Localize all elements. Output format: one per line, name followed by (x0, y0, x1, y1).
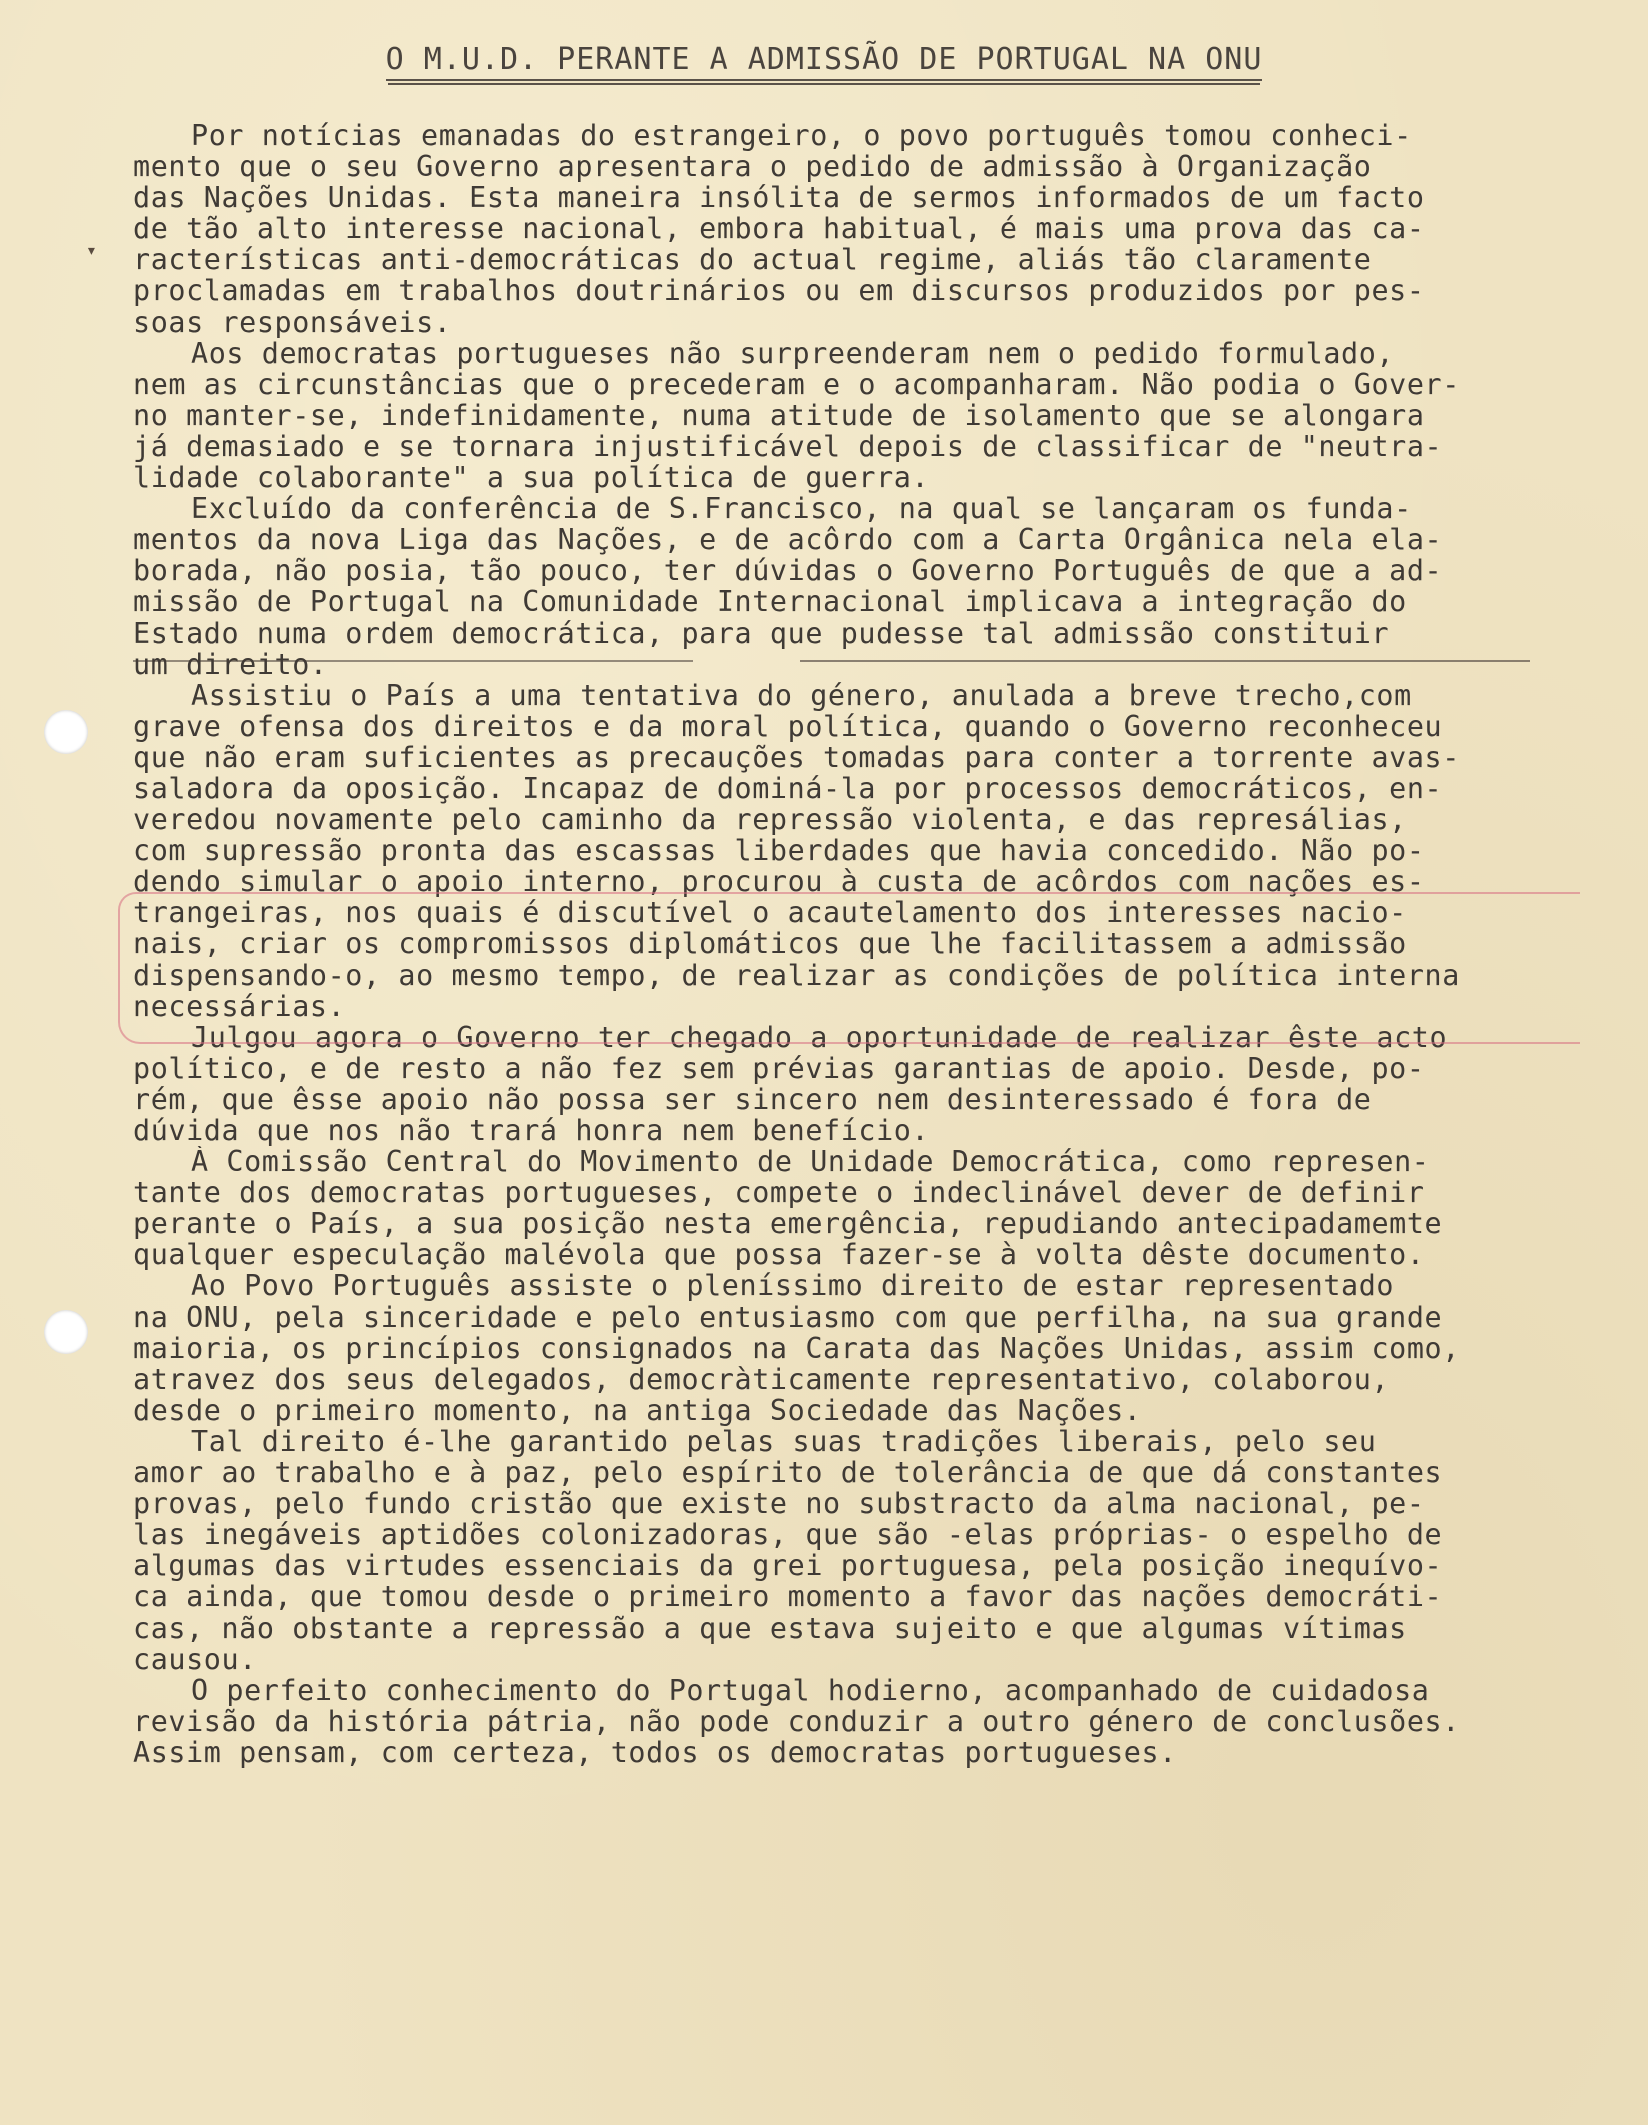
pencil-underline (800, 660, 1530, 662)
text-line: que não eram suficientes as precauções tomadas para conter a torrente avas- (133, 741, 1460, 773)
text-line: soas responsáveis. (133, 306, 452, 338)
document-title (0, 42, 1648, 77)
text-line: las inegáveis aptidões colonizadoras, que são -elas próprias- o espelho de (133, 1519, 1443, 1551)
text-line: Tal direito é-lhe garantido pelas suas tradições liberais, pelo seu (191, 1425, 1377, 1458)
text-line: proclamadas em trabalhos doutrinários ou em discursos produzidos por pes- (133, 275, 1425, 307)
text-line: no manter-se, indefinidamente, numa atitude de isolamento que se alongara (133, 399, 1425, 431)
text-line: perante o País, a sua posição nesta emergência, repudiando antecipadamemte (133, 1208, 1443, 1240)
text-line: lidade colaborante" a sua política de guerra. (133, 462, 930, 494)
text-line: Assim pensam, com certeza, todos os democratas portugueses. (133, 1736, 1177, 1768)
text-line: Estado numa ordem democrática, para que pudesse tal admissão constituir (133, 617, 1390, 649)
punch-hole (44, 1310, 88, 1354)
text-line: desde o primeiro momento, na antiga Sociedade das Nações. (133, 1394, 1142, 1426)
text-line: nem as circunstâncias que o precederam e o acompanharam. Não podia o Gover- (133, 368, 1460, 400)
text-line: já demasiado e se tornara injustificável depois de classificar de "neutra- (133, 430, 1443, 463)
text-line: com supressão pronta das escassas liberdades que havia concedido. Não po- (133, 835, 1425, 867)
text-line: revisão da história pátria, não pode conduzir a outro género de conclusões. (133, 1705, 1460, 1737)
text-line: rém, que êsse apoio não possa ser sincero nem desinteressado é fora de (133, 1083, 1372, 1115)
text-line: provas, pelo fundo cristão que existe no substracto da alma nacional, pe- (133, 1488, 1425, 1520)
text-line: Julgou agora o Governo ter chegado a oportunidade de realizar êste acto (191, 1021, 1448, 1053)
text-line: O perfeito conhecimento do Portugal hodierno, acompanhado de cuidadosa (191, 1674, 1430, 1706)
text-line: amor ao trabalho e à paz, pelo espírito de tolerância de que dá constantes (133, 1457, 1443, 1489)
text-line: racterísticas anti-democráticas do actual regime, aliás tão claramente (133, 244, 1372, 276)
text-line: de tão alto interesse nacional, embora habitual, é mais uma prova das ca- (133, 213, 1425, 245)
text-line: dúvida que nos não trará honra nem benefício. (133, 1115, 930, 1147)
text-line: qualquer especulação malévola que possa fazer-se à volta dêste documento. (133, 1239, 1425, 1271)
text-line: grave ofensa dos direitos e da moral política, quando o Governo reconheceu (133, 710, 1443, 742)
margin-mark: ▾ (86, 240, 97, 261)
text-line: Excluído da conferência de S.Francisco, na qual se lançaram os funda- (191, 493, 1412, 525)
text-line: borada, não posia, tão pouco, ter dúvidas o Governo Português de que a ad- (133, 555, 1443, 587)
pencil-underline (133, 660, 693, 662)
text-line: dendo simular o apoio interno, procurou à custa de acôrdos com nações es- (133, 866, 1425, 898)
document-title-text: O M.U.D. PERANTE A ADMISSÃO DE PORTUGAL NA ONU (386, 42, 1263, 81)
text-line: saladora da oposição. Incapaz de dominá-la por processos democráticos, en- (133, 772, 1443, 805)
text-line: algumas das virtudes essenciais da grei portuguesa, pela posição inequívo- (133, 1550, 1443, 1582)
text-line: maioria, os princípios consignados na Carata das Nações Unidas, assim como, (133, 1332, 1460, 1364)
text-line: político, e de resto a não fez sem prévias garantias de apoio. Desde, po- (133, 1052, 1425, 1084)
text-line: mento que o seu Governo apresentara o pedido de admissão à Organização (133, 151, 1372, 183)
text-line: Aos democratas portugueses não surpreenderam nem o pedido formulado, (191, 337, 1395, 369)
text-line: atravez dos seus delegados, democràticamente representativo, colaborou, (133, 1363, 1390, 1395)
text-line: À Comissão Central do Movimento de Unidade Democrática, como represen- (191, 1146, 1430, 1178)
text-line: dispensando-o, ao mesmo tempo, de realizar as condições de política interna (133, 959, 1460, 991)
text-line: ca ainda, que tomou desde o primeiro momento a favor das nações democráti- (133, 1581, 1443, 1613)
punch-hole (44, 710, 88, 754)
text-line: Por notícias emanadas do estrangeiro, o povo português tomou conheci- (191, 120, 1412, 152)
text-line: necessárias. (133, 990, 346, 1022)
text-line: causou. (133, 1643, 257, 1675)
text-line: Ao Povo Português assiste o pleníssimo direito de estar representado (191, 1270, 1395, 1302)
text-line: na ONU, pela sinceridade e pelo entusiasmo com que perfilha, na sua grande (133, 1301, 1443, 1333)
text-line: nais, criar os compromissos diplomáticos que lhe facilitassem a admissão (133, 928, 1407, 960)
text-line: veredou novamente pelo caminho da repressão violenta, e das represálias, (133, 804, 1407, 836)
text-line: Assistiu o País a uma tentativa do género, anulada a breve trecho,com (191, 679, 1412, 711)
text-line: missão de Portugal na Comunidade Internacional implicava a integração do (133, 586, 1407, 618)
text-line: mentos da nova Liga das Nações, e de acôrdo com a Carta Orgânica nela ela- (133, 524, 1443, 556)
text-line: cas, não obstante a repressão a que estava sujeito e que algumas vítimas (133, 1612, 1407, 1644)
document-body (133, 120, 1603, 1768)
text-line: das Nações Unidas. Esta maneira insólita de sermos informados de um facto (133, 182, 1425, 214)
text-line: tante dos democratas portugueses, compete o indeclinável dever de definir (133, 1177, 1425, 1209)
text-line: trangeiras, nos quais é discutível o acautelamento dos interesses nacio- (133, 897, 1407, 929)
text-line: um direito. (133, 648, 328, 680)
